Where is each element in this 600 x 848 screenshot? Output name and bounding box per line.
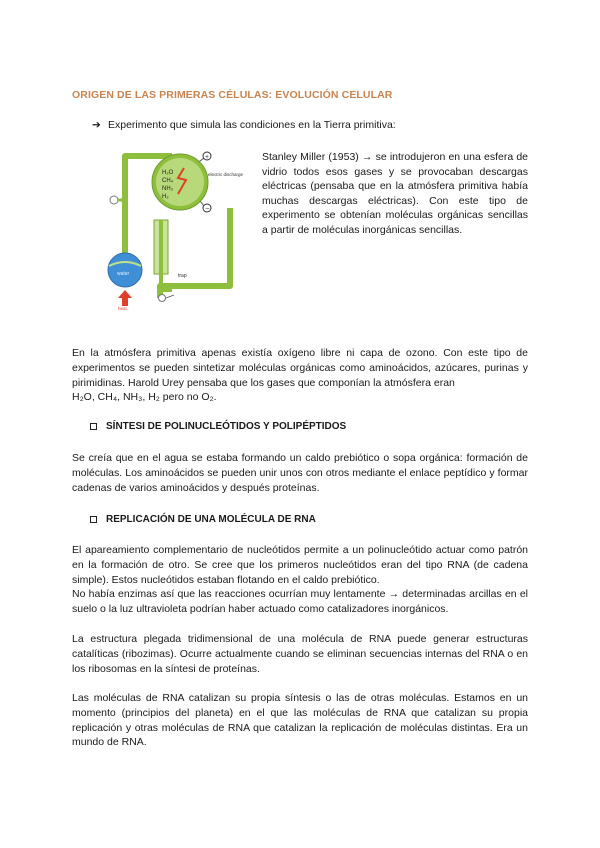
- water-flask: [108, 253, 142, 287]
- water-label: water: [117, 271, 130, 277]
- heat-arrow-icon: [118, 290, 132, 306]
- gas-label: H₂O: [162, 170, 174, 176]
- minus-sign: –: [205, 205, 210, 213]
- experiment-bullet: [92, 119, 396, 131]
- rna-paragraph-3: La estructura plegada tridimensional de una molécula de RNA puede generar estructuras catalíticas (ribozimas). Ocurre actualmente cuando se eliminan secuencias internas del RNA o en los ribosomas en la síntesi de proteínas.: [72, 633, 528, 675]
- trap-valve-icon: [159, 295, 166, 302]
- page-title: ORIGEN DE LAS PRIMERAS CÉLULAS: EVOLUCIÓN CELULAR: [72, 89, 393, 101]
- plus-sign: +: [205, 154, 210, 161]
- arrow-bullet-icon: ➔: [92, 119, 101, 131]
- gas-label: H₂: [162, 194, 169, 200]
- miller-experiment-figure: [100, 138, 250, 310]
- heat-label: heat: [118, 306, 127, 310]
- stopcock-icon: [110, 196, 118, 204]
- section-heading-rna: [90, 514, 316, 525]
- rna-paragraph-1: El apareamiento complementario de nucleótidos permite a un polinucleótido actuar como patrón en la formación de otro. Se cree que los primeros nucleótidos eran del tipo RNA (de cadena simple). Estos nucleótidos estaban flotando en el caldo prebiótico.: [72, 544, 528, 586]
- synthesis-paragraph: Se creía que en el agua se estaba formando un caldo prebiótico o sopa orgánica: formación de moléculas. Los aminoácidos se pueden unir unos con otros mediante el enlace peptídico y formar cadenas de varios aminoácidos y después proteínas.: [72, 452, 528, 494]
- section-heading-text: REPLICACIÓN DE UNA MOLÉCULA DE RNA: [106, 514, 316, 525]
- rna-paragraph-4: Las moléculas de RNA catalizan su propia síntesis o las de otras moléculas. Estamos en un momento (principios del planeta) en el que las moléculas de RNA que catalizan su propia replicación y otras moléculas de RNA que catalizan la replicación de moléculas distintas. Era un mundo de RNA.: [72, 692, 528, 749]
- section-heading-synthesis: [90, 421, 346, 432]
- electric-discharge-label: electric discharge: [208, 172, 244, 177]
- miller-description: Stanley Miller (1953) → se introdujeron en una esfera de vidrio todos esos gases y se provocaban descargas eléctricas (pensaba que en la atmósfera primitiva había muchas descargas eléctricas). Con este tipo de experimento se obtenían moléculas orgánicas sencillas a partir de moléculas inorgánicas sencillas.: [262, 151, 528, 236]
- atmosphere-paragraph: [72, 346, 528, 405]
- section-heading-text: SÍNTESI DE POLINUCLEÓTIDOS Y POLIPÉPTIDOS: [106, 421, 347, 432]
- trap-pointer: [166, 295, 174, 298]
- checkbox-bullet-icon: [90, 423, 97, 430]
- gas-label: CH₄: [162, 178, 174, 184]
- gas-label: NH₃: [162, 186, 174, 192]
- trap-label: trap: [178, 273, 187, 279]
- rna-paragraph-2: No había enzimas así que las reacciones ocurrían muy lentamente → determinadas arcillas en el suelo o la luz ultravioleta podrían haber actuado como catalizadores inorgánicos.: [72, 588, 528, 615]
- experiment-bullet-text: Experimento que simula las condiciones en la Tierra primitiva:: [108, 119, 396, 131]
- gases-line: H₂O, CH₄, NH₃, H₂ pero no O₂.: [72, 391, 217, 404]
- atmosphere-text: En la atmósfera primitiva apenas existía oxígeno libre ni capa de ozono. Con este tipo de experimentos se pueden sintetizar moléculas orgánicas como aminoácidos, azúcares, purinas y pirimidinas. Harold Urey pensaba que los gases que componían la atmósfera eran: [72, 347, 528, 389]
- checkbox-bullet-icon: [90, 516, 97, 523]
